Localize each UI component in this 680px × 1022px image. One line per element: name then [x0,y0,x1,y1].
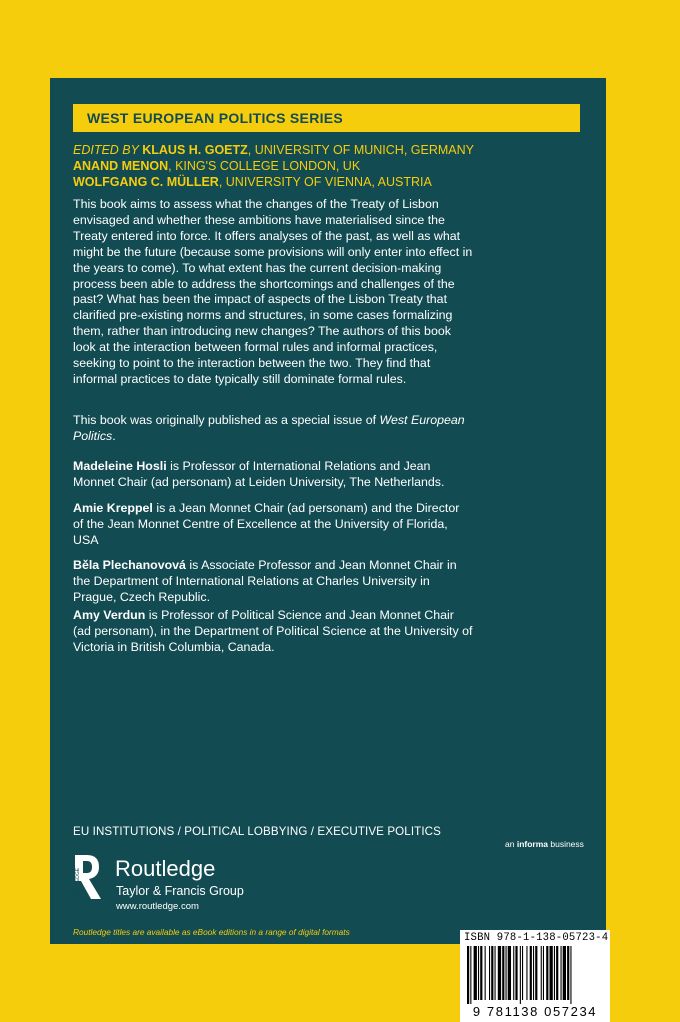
barcode-bar [561,946,562,1000]
editor-name: ANAND MENON [73,159,169,173]
barcode-bar [502,946,504,1000]
editor-line-1 [73,142,474,158]
barcode-bar [489,946,490,1000]
author-bio [73,501,473,549]
editor-affiliation: , KING'S COLLEGE LONDON, UK [168,159,361,173]
barcode-bar [563,946,566,1000]
informa-brand: informa [516,839,548,849]
author-bio-text: is Professor of Political Science and Jean Monnet Chair (ad personam), in the Department of Political Science at the University of Victoria in British Columbia, Canada. [73,608,473,654]
barcode-bar [541,946,542,1000]
informa-suffix: business [548,839,584,849]
ebook-note: Routledge titles are available as eBook editions in a range of digital formats [73,927,350,937]
edited-by-label: EDITED BY [73,143,143,157]
editors-block [73,142,474,190]
barcode-bar [495,946,496,1000]
author-bio-text: is Professor of International Relations and Jean Monnet Chair (ad personam) at Leiden University, The Netherlands. [73,459,445,489]
isbn-barcode [460,930,610,1022]
barcode-bar [567,946,569,1000]
isbn-label: ISBN 978-1-138-05723-4 [464,932,609,944]
series-banner [73,104,580,132]
routledge-logo-icon [73,853,107,903]
barcode-bar [530,946,532,1000]
barcode-bar [520,946,521,1004]
barcode-bar [546,946,548,1000]
special-issue-suffix: . [112,428,116,443]
author-bio [73,459,473,491]
barcode-bar [506,946,507,1000]
barcode-bar [485,946,486,1000]
barcode-bar [498,946,501,1000]
author-bio [73,608,473,656]
barcode-bar [480,946,482,1000]
barcode-bar [474,946,477,1000]
publisher-group: Taylor & Francis Group [116,884,244,898]
series-title: WEST EUROPEAN POLITICS SERIES [87,110,344,126]
barcode-bar [522,946,523,1000]
informa-prefix: an [505,839,517,849]
barcode-bar [478,946,479,1000]
editor-line-3 [73,174,474,190]
special-issue-prefix: This book was originally published as a special issue of [73,413,380,427]
author-name: Běla Plechanovová [73,558,186,572]
editor-affiliation: , UNIVERSITY OF VIENNA, AUSTRIA [218,175,432,189]
author-bio [73,558,473,606]
logo-vertical-text: ROUTLEDGE [75,867,81,899]
back-cover-panel [50,78,609,1019]
author-bio-text: is Associate Professor and Jean Monnet Chair in the Department of International Relations at Charles University in Prague, Czech Republic. [73,558,457,604]
author-name: Madeleine Hosli [73,459,167,473]
barcode-bar [556,946,558,1000]
barcode-digits: 9 781138 057234 [472,1004,598,1019]
barcode-bar [543,946,544,1000]
informa-tagline [505,839,584,849]
barcode-bar [526,946,527,1000]
editor-affiliation: , UNIVERSITY OF MUNICH, GERMANY [247,143,474,157]
subject-categories: EU INSTITUTIONS / POLITICAL LOBBYING / EXECUTIVE POLITICS [73,825,441,838]
journal-title: West European Politics [73,413,465,443]
barcode-bar [550,946,553,1000]
author-bio-text: is a Jean Monnet Chair (ad personam) and the Director of the Jean Monnet Centre of Excellence at the University of Florida, USA [73,501,460,547]
author-name: Amy Verdun [73,608,146,622]
editor-line-2 [73,158,474,174]
barcode-bar [515,946,517,1000]
barcode-bar [535,946,537,1000]
barcode-bar [570,946,571,1004]
description-paragraph: This book aims to assess what the changes of the Treaty of Lisbon envisaged and whether these ambitions have materialised since the Treaty entered into force. It offers analyses of the past, as well as what might be the future (because some provisions will only enter into effect in the years to come). To what extent has the current decision-making process been able to address the shortcomings and challenges of the past? What has been the impact of aspects of the Lisbon Treaty that clarified pre-existing norms and structures, in some cases formalizing them, rather than introducing new changes? The authors of this book look at the interaction between formal rules and informal practices, seeking to point to the interaction between the two. They find that informal practices to date typically still dominate formal rules. [73,197,473,386]
barcode-bar [513,946,514,1000]
editor-name: WOLFGANG C. MÜLLER [73,175,219,189]
barcode-bar [508,946,511,1000]
editor-name: KLAUS H. GOETZ [142,143,248,157]
barcode-icon [467,946,603,1004]
publisher-website: www.routledge.com [116,901,199,912]
author-name: Amie Kreppel [73,501,153,515]
special-issue-note [73,413,473,445]
book-description [73,197,473,388]
barcode-bar [533,946,534,1000]
barcode-bar [470,946,471,1004]
barcode-bar [491,946,493,1000]
barcode-bar [467,946,469,1004]
publisher-name: Routledge [115,856,216,881]
barcode-bar [554,946,555,1000]
